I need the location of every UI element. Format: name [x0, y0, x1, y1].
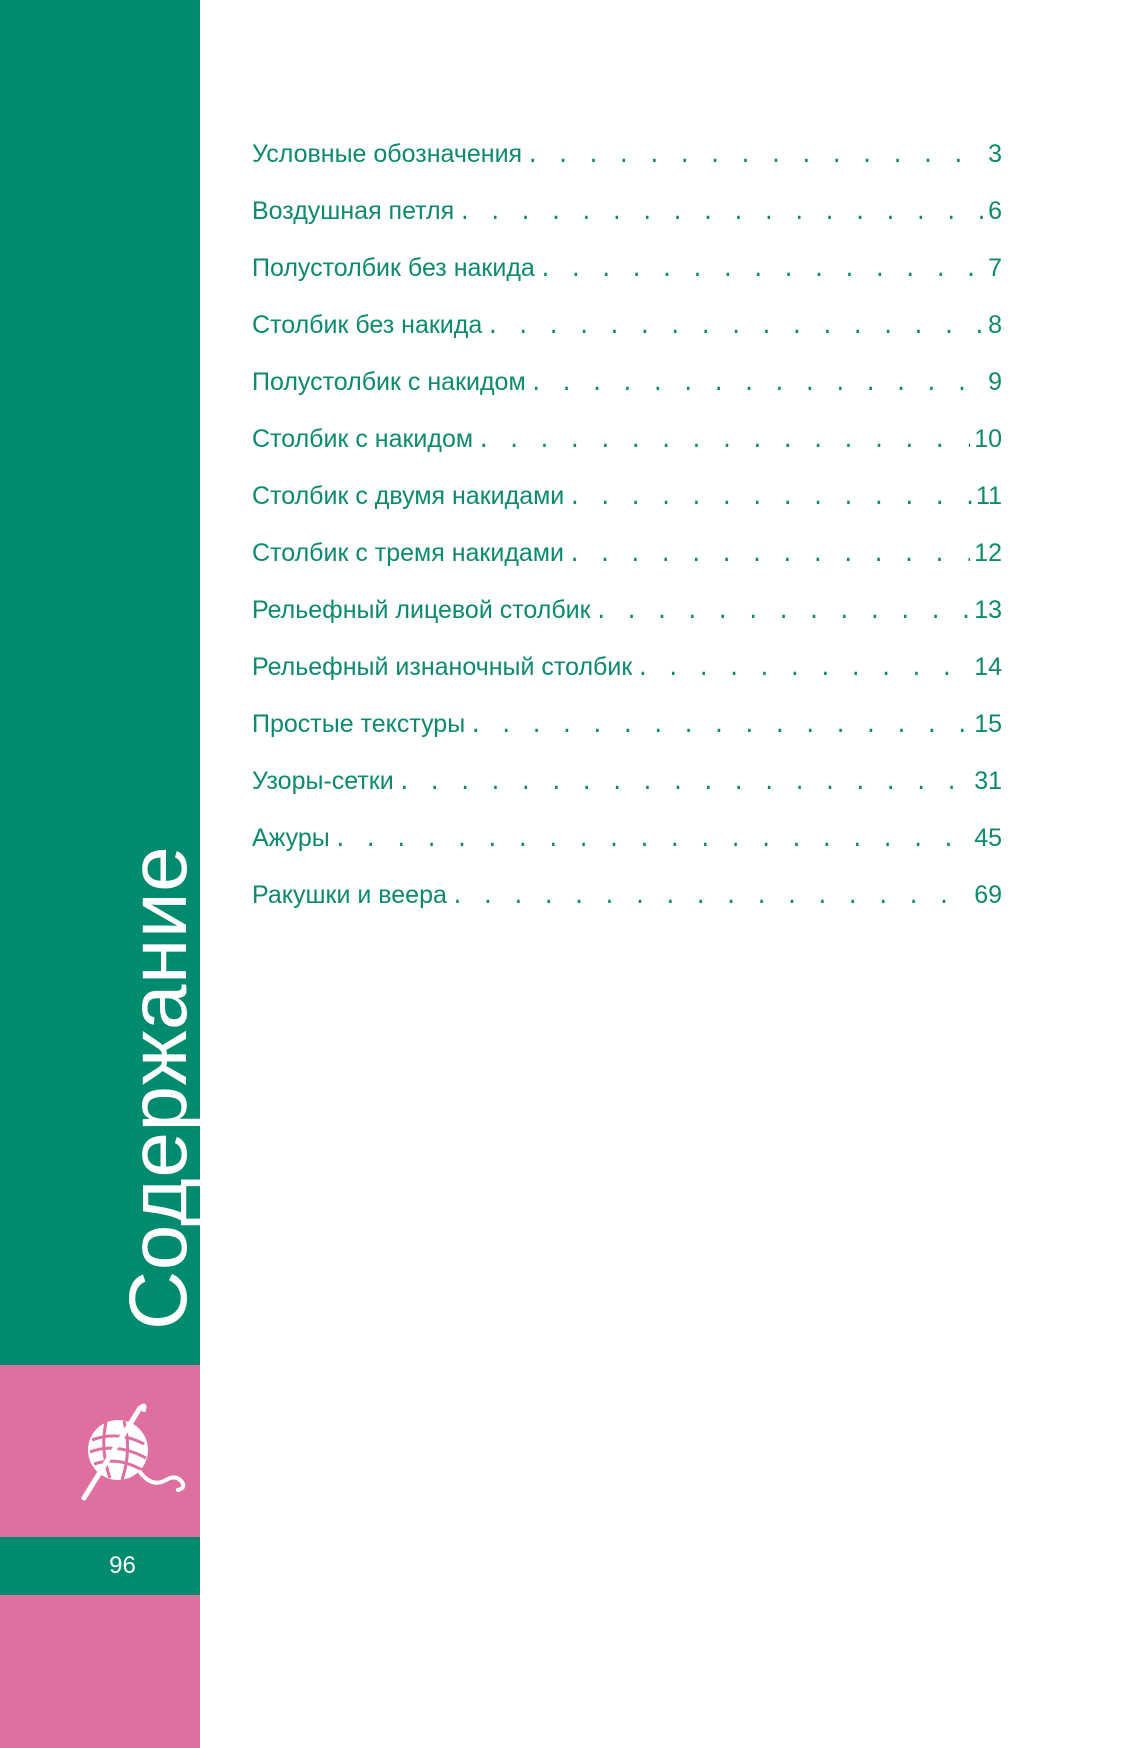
- toc-entry[interactable]: [252, 710, 1002, 767]
- toc-entry-title: Столбик без накида: [252, 311, 483, 339]
- toc-entry-title: Полустолбик без накида: [252, 254, 535, 282]
- toc-entry-title: Узоры-сетки: [252, 767, 394, 795]
- toc-dot-leader: [595, 600, 971, 625]
- toc-dot-leader: [636, 657, 970, 682]
- toc-dot-leader: [486, 315, 984, 340]
- toc-entry-title: Рельефный изнаночный столбик: [252, 653, 633, 681]
- toc-dot-leader: [398, 771, 971, 796]
- table-of-contents: [252, 140, 1002, 938]
- toc-entry-page: 3: [988, 140, 1002, 168]
- toc-entry-page: 45: [974, 824, 1002, 852]
- toc-entry-page: 15: [974, 710, 1002, 738]
- sidebar: [0, 0, 204, 1748]
- toc-entry-title: Ажуры: [252, 824, 330, 852]
- toc-entry-title: Рельефный лицевой столбик: [252, 596, 591, 624]
- toc-entry-title: Столбик с двумя накидами: [252, 482, 565, 510]
- toc-entry[interactable]: [252, 368, 1002, 425]
- toc-entry-page: 69: [974, 881, 1002, 909]
- toc-entry-title: Столбик с тремя накидами: [252, 539, 564, 567]
- toc-entry-title: Полустолбик с накидом: [252, 368, 526, 396]
- toc-entry-page: 13: [974, 596, 1002, 624]
- toc-entry-page: 14: [974, 653, 1002, 681]
- toc-entry[interactable]: [252, 254, 1002, 311]
- toc-entry-page: 7: [988, 254, 1002, 282]
- toc-entry[interactable]: [252, 311, 1002, 368]
- page-number: 96: [109, 1552, 136, 1579]
- toc-entry[interactable]: [252, 140, 1002, 197]
- toc-entry-page: 8: [988, 311, 1002, 339]
- toc-entry-page: 12: [974, 539, 1002, 567]
- section-title: Содержание: [113, 845, 204, 1330]
- yarn-ball-hook-icon: [70, 1400, 190, 1515]
- toc-entry[interactable]: [252, 197, 1002, 254]
- toc-entry-title: Столбик с накидом: [252, 425, 474, 453]
- toc-dot-leader: [451, 885, 970, 910]
- toc-entry-title: Простые текстуры: [252, 710, 466, 738]
- toc-dot-leader: [469, 714, 970, 739]
- toc-entry-title: Воздушная петля: [252, 197, 455, 225]
- toc-entry[interactable]: [252, 539, 1002, 596]
- toc-entry-title: Ракушки и веера: [252, 881, 447, 909]
- toc-entry-page: 9: [988, 368, 1002, 396]
- toc-dot-leader: [530, 372, 984, 397]
- toc-dot-leader: [568, 543, 970, 568]
- toc-dot-leader: [477, 429, 970, 454]
- toc-entry-page: 11: [976, 482, 1002, 510]
- toc-entry-title: Условные обозначения: [252, 140, 523, 168]
- toc-entry[interactable]: [252, 824, 1002, 881]
- toc-dot-leader: [334, 828, 970, 853]
- toc-entry[interactable]: [252, 881, 1002, 938]
- toc-entry[interactable]: [252, 653, 1002, 710]
- toc-entry-page: 31: [974, 767, 1002, 795]
- toc-dot-leader: [526, 144, 984, 169]
- sidebar-pink-bottom-band: [0, 1595, 200, 1748]
- toc-dot-leader: [458, 201, 984, 226]
- toc-entry[interactable]: [252, 482, 1002, 539]
- toc-entry[interactable]: [252, 425, 1002, 482]
- toc-entry-page: 10: [974, 425, 1002, 453]
- toc-dot-leader: [568, 486, 972, 511]
- toc-dot-leader: [539, 258, 984, 283]
- toc-entry[interactable]: [252, 596, 1002, 653]
- toc-entry-page: 6: [988, 197, 1002, 225]
- toc-entry[interactable]: [252, 767, 1002, 824]
